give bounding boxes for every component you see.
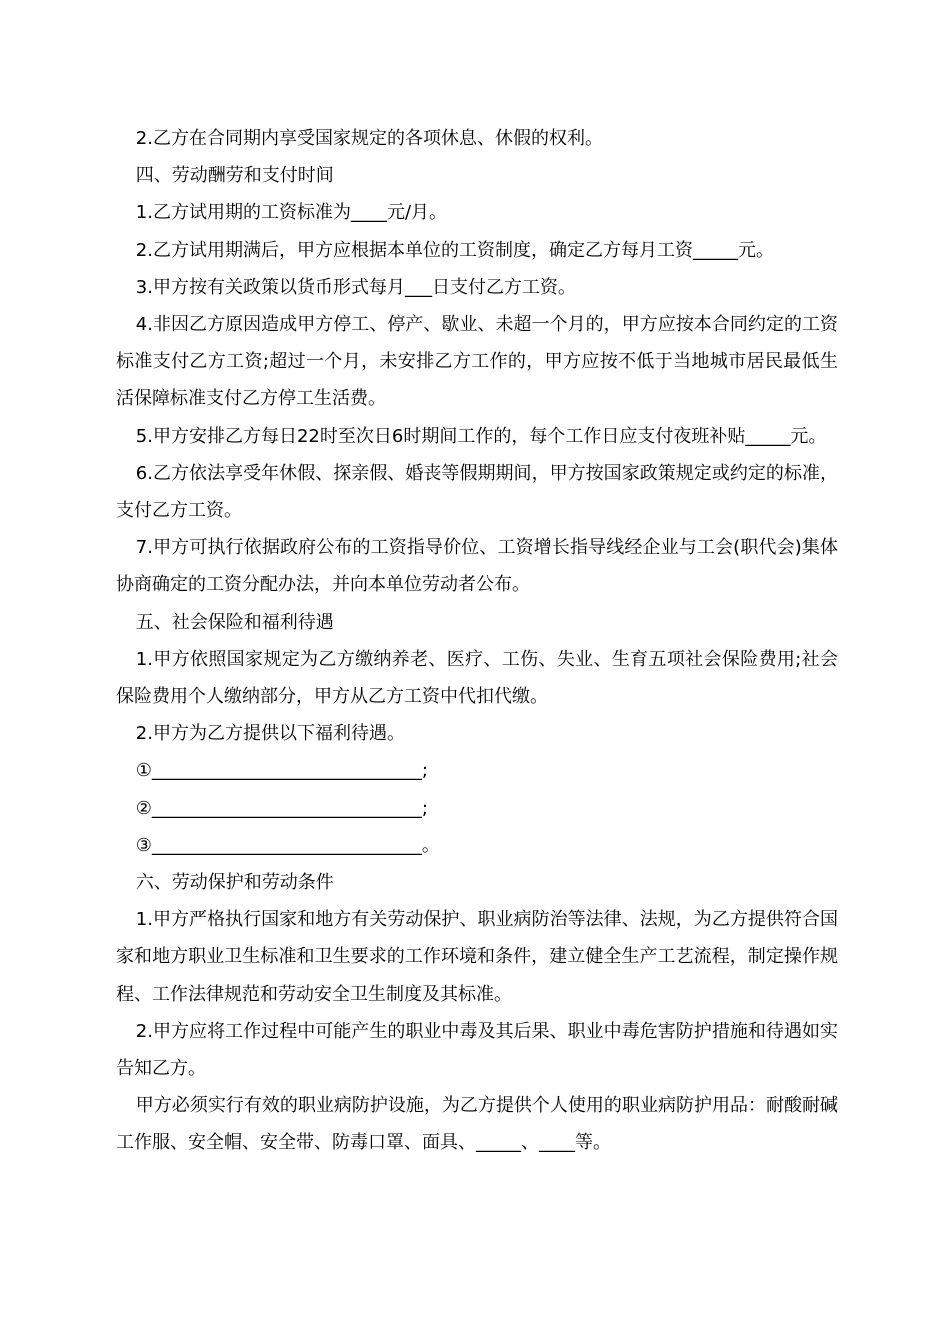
- document-page: [116, 120, 838, 1162]
- blank-item-1: ①______________________________;: [135, 760, 428, 782]
- paragraph: 甲方必须实行有效的职业病防护设施，为乙方提供个人使用的职业病防护用品：耐酸耐碱工作服、安全帽、安全带、防毒口罩、面具、_____、____等。: [116, 1095, 838, 1154]
- paragraph: 3.甲方按有关政策以货币形式每月___日支付乙方工资。: [135, 276, 576, 298]
- paragraph: 6.乙方依法享受年休假、探亲假、婚丧等假期期间，甲方按国家政策规定或约定的标准，支付乙方工资。: [116, 462, 838, 522]
- paragraph: 2.乙方试用期满后，甲方应根据本单位的工资制度，确定乙方每月工资_____元。: [135, 239, 774, 261]
- paragraph: 1.乙方试用期的工资标准为____元/月。: [135, 202, 448, 224]
- paragraph: 4.非因乙方原因造成甲方停工、停产、歇业、未超一个月的，甲方应按本合同约定的工资标准支付乙方工资;超过一个月，未安排乙方工作的，甲方应按不低于当地城市居民最低生活保障标准支付乙方停工生活费。: [116, 314, 838, 410]
- section-heading: 五、社会保险和福利待遇: [135, 611, 334, 633]
- blank-item-2: ②______________________________;: [135, 797, 428, 819]
- paragraph: 7.甲方可执行依据政府公布的工资指导价位、工资增长指导线经企业与工会(职代会)集体协商确定的工资分配办法，并向本单位劳动者公布。: [116, 537, 838, 596]
- paragraph: 1.甲方严格执行国家和地方有关劳动保护、职业病防治等法律、法规，为乙方提供符合国家和地方职业卫生标准和卫生要求的工作环境和条件，建立健全生产工艺流程，制定操作规程、工作法律规范和劳动安全卫生制度及其标准。: [116, 909, 838, 1005]
- paragraph: 2.乙方在合同期内享受国家规定的各项休息、休假的权利。: [135, 128, 603, 149]
- paragraph: 2.甲方为乙方提供以下福利待遇。: [135, 723, 405, 745]
- paragraph: 5.甲方安排乙方每日22时至次日6时期间工作的，每个工作日应支付夜班补贴_____元。: [135, 425, 827, 447]
- paragraph: 1.甲方依照国家规定为乙方缴纳养老、医疗、工伤、失业、生育五项社会保险费用;社会保险费用个人缴纳部分，甲方从乙方工资中代扣代缴。: [116, 648, 838, 708]
- blank-item-3: ③______________________________。: [135, 834, 440, 856]
- section-heading: 四、劳动酬劳和支付时间: [135, 165, 334, 187]
- section-heading: 六、劳动保护和劳动条件: [135, 872, 334, 894]
- paragraph: 2.甲方应将工作过程中可能产生的职业中毒及其后果、职业中毒危害防护措施和待遇如实告知乙方。: [116, 1020, 838, 1080]
